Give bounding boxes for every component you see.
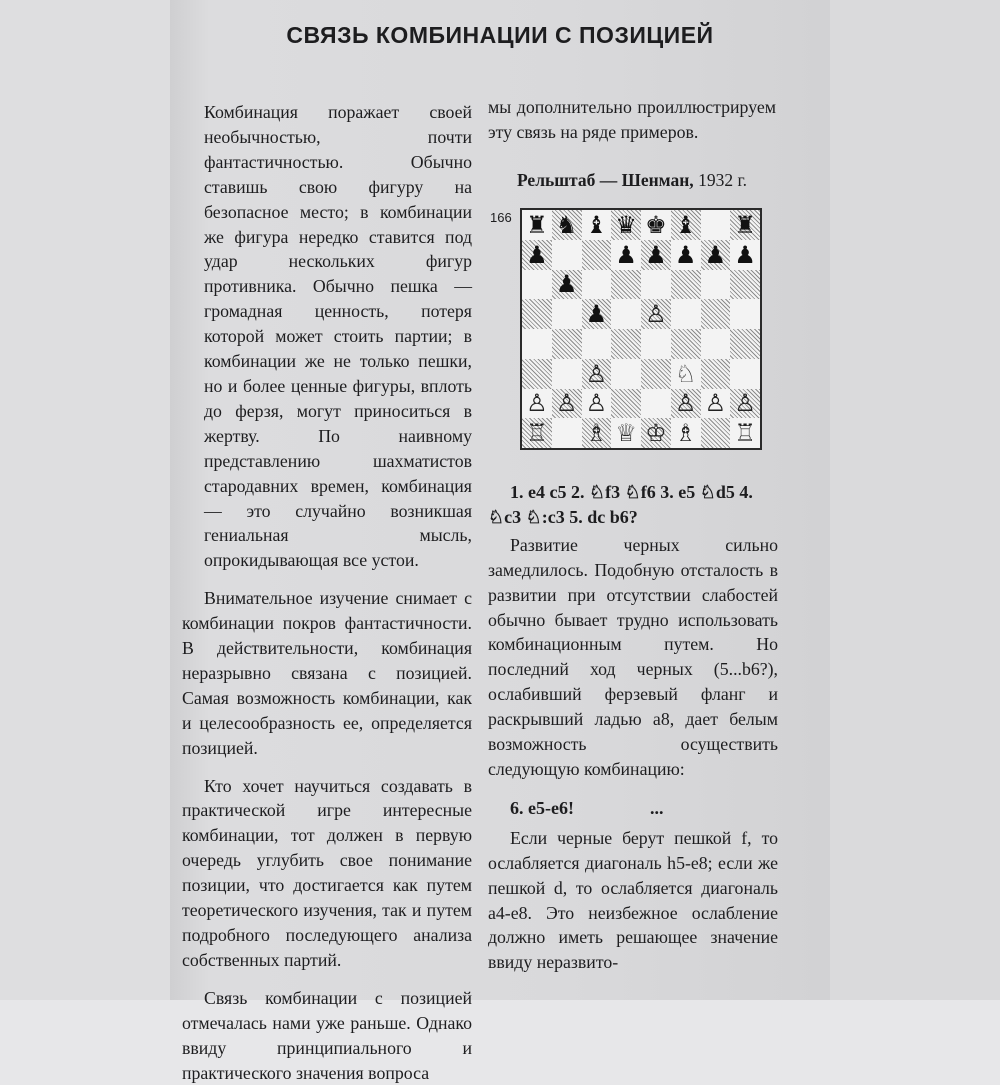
piece-f3: ♘ [674, 359, 697, 388]
square-d2 [611, 389, 641, 419]
square-g7 [701, 240, 731, 270]
paragraph-1: Комбинация поражает своей необычностью, почти фантастичностью. Обычно ставишь свою фигуру на безопасное место; в комбинации же фигура нередко ставится под удар нескольких фигур противника. Обычно пешка — громадная ценность, потеря которой может стоить партии; в комбинации же не только пешки, но и более ценные фигуры, вплоть до ферзя, могут приноситься в жертву. По наивному представлению шахматистов стародавних времен, комбинация — это случайно возникшая гениальная мысль, опрокидывающая все устои. [204, 102, 472, 571]
comment-2: Если черные берут пешкой f, то ослабляется диагональ h5-e8; если же пешкой d, то ослабляется диагональ a4-e8. Это неизбежное ослабление должно иметь решающее значение ввиду неразвито- [488, 828, 778, 973]
moves-line-1: 1. e4 c5 2. ♘f3 ♘f6 3. e5 ♘d5 4. [510, 482, 753, 502]
square-d6 [611, 270, 641, 300]
piece-f8: ♝ [674, 210, 697, 239]
square-f4 [671, 329, 701, 359]
square-h2 [730, 389, 760, 419]
piece-b2: ♙ [555, 389, 578, 418]
square-e7 [641, 240, 671, 270]
left-column [182, 100, 472, 1085]
square-c8 [582, 210, 612, 240]
right-column-comment [488, 533, 778, 781]
piece-g2: ♙ [704, 389, 727, 418]
square-c4 [582, 329, 612, 359]
square-a7 [522, 240, 552, 270]
square-g3 [701, 359, 731, 389]
square-b2 [552, 389, 582, 419]
right-column-end [488, 826, 778, 975]
move-6: 6. e5-e6! [510, 798, 574, 818]
square-b5 [552, 299, 582, 329]
square-h6 [730, 270, 760, 300]
square-e8 [641, 210, 671, 240]
square-f2 [671, 389, 701, 419]
square-g1 [701, 418, 731, 448]
square-e3 [641, 359, 671, 389]
background-left [0, 0, 170, 1000]
square-a4 [522, 329, 552, 359]
square-h7 [730, 240, 760, 270]
square-c7 [582, 240, 612, 270]
square-d7 [611, 240, 641, 270]
chapter-heading: СВЯЗЬ КОМБИНАЦИИ С ПОЗИЦИЕЙ [286, 22, 714, 48]
square-c2 [582, 389, 612, 419]
game-year: 1932 г. [693, 170, 748, 190]
square-g8 [701, 210, 731, 240]
move-text [488, 480, 778, 530]
background-right [830, 0, 1000, 1000]
piece-c2: ♙ [585, 389, 608, 418]
square-h8 [730, 210, 760, 240]
square-a5 [522, 299, 552, 329]
square-f3 [671, 359, 701, 389]
square-d4 [611, 329, 641, 359]
square-b6 [552, 270, 582, 300]
piece-h8: ♜ [734, 210, 756, 239]
square-a2 [522, 389, 552, 419]
paragraph-4: Связь комбинации с позицией отмечалась нами уже раньше. Однако ввиду принципиального и практического значения вопроса [182, 987, 472, 1083]
piece-d8: ♛ [615, 210, 637, 239]
comment-1: Развитие черных сильно замедлилось. Подобную отсталость в развитии при отсутствии слабостей обычно бывает трудно использовать комбинационным путем. Но последний ход черных (5...b6?), ослабивший ферзевый фланг и раскрывший ладью a8, дает белым возможность осуществить следующую комбинацию: [488, 535, 778, 779]
square-g2 [701, 389, 731, 419]
square-b1 [552, 418, 582, 448]
moves-line-2: ♘c3 ♘:c3 5. dc b6? [488, 507, 638, 527]
square-d1 [611, 418, 641, 448]
square-h4 [730, 329, 760, 359]
square-e1 [641, 418, 671, 448]
square-b7 [552, 240, 582, 270]
game-title [488, 170, 776, 191]
diagram-number: 166 [490, 210, 512, 225]
piece-e8: ♚ [645, 210, 667, 239]
piece-c1: ♗ [585, 419, 608, 448]
square-a8 [522, 210, 552, 240]
paragraph-2: Внимательное изучение снимает с комбинации покров фантастичности. В действительности, комбинация неразрывно связана с позицией. Самая возможность комбинации, как и целесообразность ее, определяется позицией. [182, 588, 472, 758]
square-h1 [730, 418, 760, 448]
square-e5 [641, 299, 671, 329]
piece-b6: ♟ [555, 270, 578, 299]
piece-a8: ♜ [526, 210, 548, 239]
square-a3 [522, 359, 552, 389]
square-c5 [582, 299, 612, 329]
piece-b8: ♞ [555, 210, 578, 239]
piece-a7: ♟ [526, 240, 548, 269]
piece-e5: ♙ [645, 300, 667, 329]
square-a1 [522, 418, 552, 448]
piece-e1: ♔ [645, 419, 667, 448]
piece-f1: ♗ [674, 419, 697, 448]
square-c3 [582, 359, 612, 389]
square-d8 [611, 210, 641, 240]
square-h5 [730, 299, 760, 329]
piece-d7: ♟ [615, 240, 637, 269]
chess-diagram [520, 208, 762, 450]
move-6-dots: ... [650, 798, 664, 818]
piece-a2: ♙ [526, 389, 548, 418]
square-e6 [641, 270, 671, 300]
piece-g7: ♟ [704, 240, 727, 269]
piece-d1: ♕ [615, 419, 637, 448]
square-f8 [671, 210, 701, 240]
right-column-intro: мы дополнительно проиллюстрируем эту связь на ряде примеров. [488, 97, 776, 142]
piece-h2: ♙ [734, 389, 756, 418]
piece-h7: ♟ [734, 240, 756, 269]
piece-c8: ♝ [585, 210, 608, 239]
game-players: Рельштаб — Шенман, [516, 170, 694, 190]
book-page [170, 0, 830, 1083]
piece-c3: ♙ [585, 359, 608, 388]
piece-c5: ♟ [585, 300, 608, 329]
square-c1 [582, 418, 612, 448]
paragraph-3: Кто хочет научиться создавать в практической игре интересные комбинации, тот должен в первую очередь углубить свое понимание позиции, что достигается как путем теоретического изучения, так и путем подробного последующего анализа собственных партий. [182, 775, 472, 970]
square-g5 [701, 299, 731, 329]
square-e4 [641, 329, 671, 359]
square-d3 [611, 359, 641, 389]
square-d5 [611, 299, 641, 329]
square-f7 [671, 240, 701, 270]
piece-a1: ♖ [526, 419, 548, 448]
square-e2 [641, 389, 671, 419]
square-b4 [552, 329, 582, 359]
square-g6 [701, 270, 731, 300]
square-f1 [671, 418, 701, 448]
square-g4 [701, 329, 731, 359]
square-f6 [671, 270, 701, 300]
square-a6 [522, 270, 552, 300]
piece-e7: ♟ [645, 240, 667, 269]
square-b3 [552, 359, 582, 389]
square-b8 [552, 210, 582, 240]
piece-h1: ♖ [734, 419, 756, 448]
square-h3 [730, 359, 760, 389]
piece-f7: ♟ [674, 240, 697, 269]
square-f5 [671, 299, 701, 329]
square-c6 [582, 270, 612, 300]
piece-f2: ♙ [674, 389, 697, 418]
